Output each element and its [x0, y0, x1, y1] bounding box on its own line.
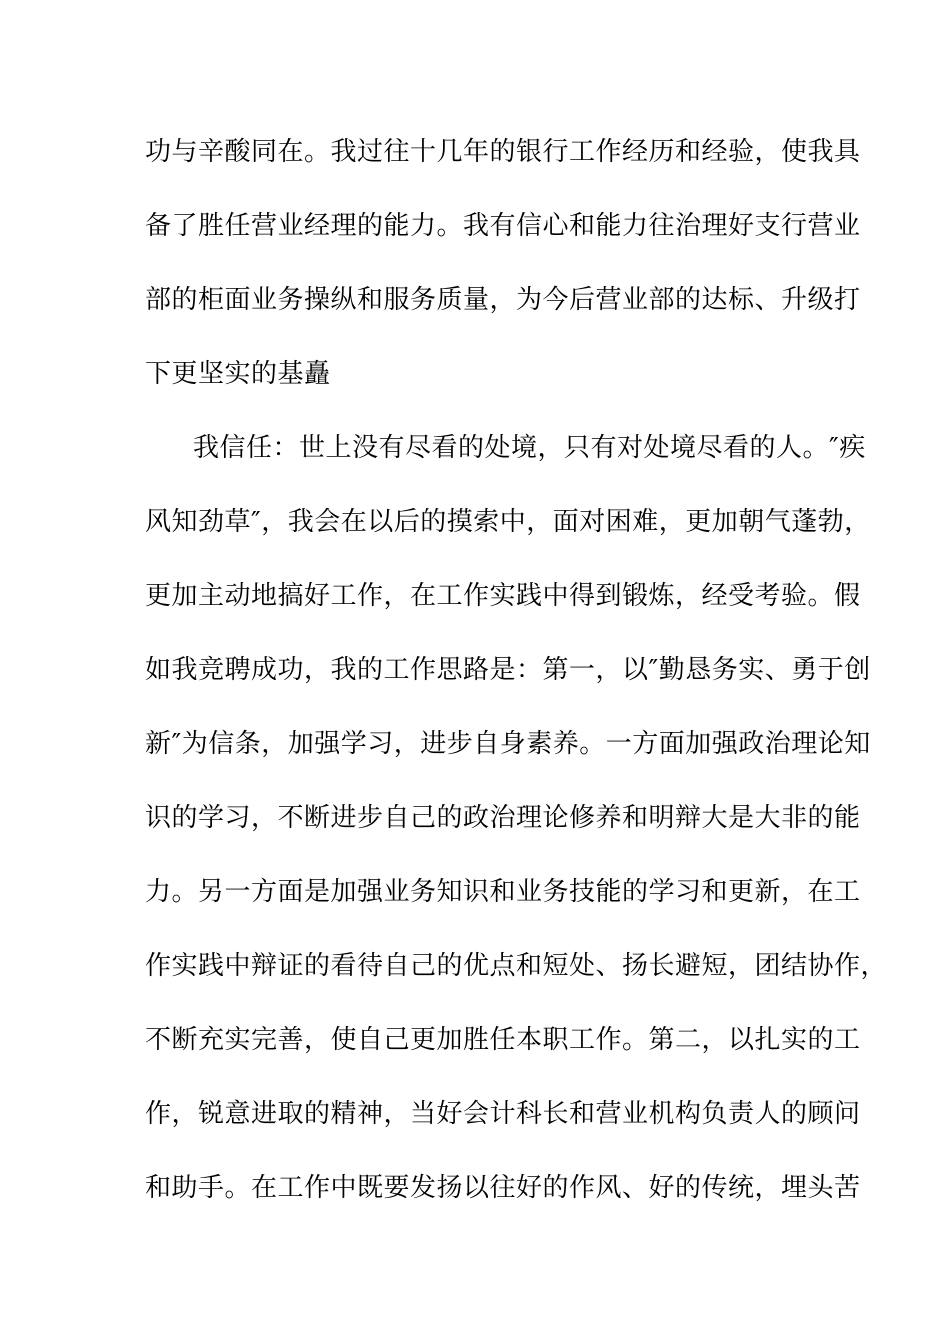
text-line: 部的柜面业务操纵和服务质量，为今后营业部的达标、升级打 [145, 285, 861, 315]
text-line: 识的学习，不断进步自己的政治理论修养和明辩大是大非的能 [145, 803, 861, 833]
body-text [145, 126, 888, 1236]
text-line: 更加主动地搞好工作，在工作实践中得到锻炼，经受考验。假 [145, 581, 861, 611]
text-line: 力。另一方面是加强业务知识和业务技能的学习和更新，在工 [145, 877, 861, 907]
paragraph-first-line: 我信任：世上没有尽看的处境，只有对处境尽看的人。″疾 [193, 433, 866, 463]
text-line: 作实践中辩证的看待自己的优点和短处、扬长避短，团结协作， [145, 951, 888, 981]
text-line: 功与辛酸同在。我过往十几年的银行工作经历和经验，使我具 [145, 137, 861, 167]
text-line: 备了胜任营业经理的能力。我有信心和能力往治理好支行营业 [145, 211, 861, 241]
text-line: 如我竞聘成功，我的工作思路是：第一，以″勤恳务实、勇于创 [145, 655, 871, 685]
text-line: 作，锐意进取的精神，当好会计科长和营业机构负责人的顾问 [145, 1099, 861, 1129]
text-line: 和助手。在工作中既要发扬以往好的作风、好的传统，埋头苦 [145, 1173, 861, 1203]
text-line: 不断充实完善，使自己更加胜任本职工作。第二，以扎实的工 [145, 1025, 861, 1055]
text-line: 下更坚实的基矗 [145, 359, 331, 389]
text-line: 新″为信条，加强学习，进步自身素养。一方面加强政治理论知 [145, 729, 871, 759]
text-line: 风知劲草″，我会在以后的摸索中，面对困难，更加朝气蓬勃， [145, 507, 871, 537]
